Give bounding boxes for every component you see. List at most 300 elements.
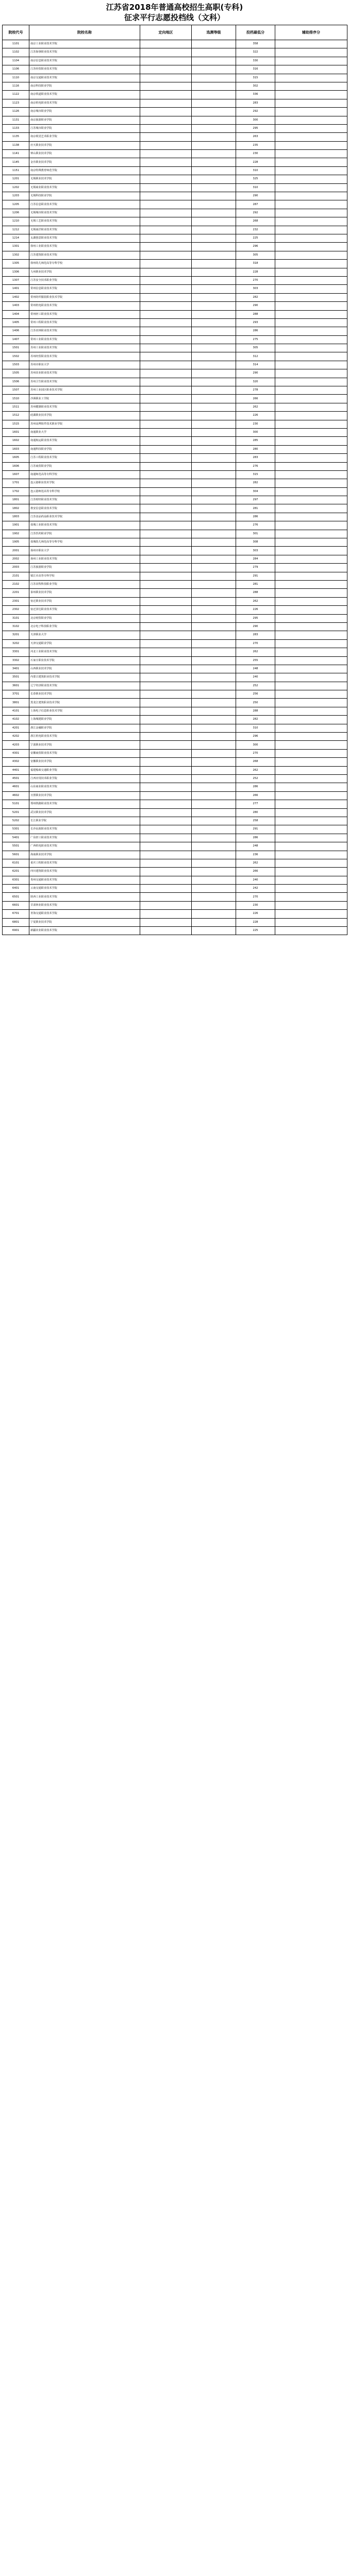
cell-score: 283 [236, 454, 275, 462]
cell-region [140, 825, 192, 834]
cell-region [140, 504, 192, 513]
cell-level [192, 496, 236, 504]
cell-name: 内蒙古建筑职业技术学院 [29, 673, 140, 682]
cell-rank [275, 234, 347, 242]
cell-score: 256 [236, 690, 275, 699]
cell-code: 6401 [3, 885, 29, 893]
table-row [3, 842, 347, 851]
cell-code: 4302 [3, 758, 29, 766]
cell-name: 江苏工程职业技术学院 [29, 454, 140, 462]
cell-name: 无锡工艺职业技术学院 [29, 217, 140, 226]
cell-score: 283 [236, 99, 275, 107]
cell-score: 236 [236, 851, 275, 859]
cell-name: 北京电子科技职业学院 [29, 622, 140, 631]
table-row [3, 166, 347, 175]
cell-score: 258 [236, 817, 275, 825]
cell-level [192, 200, 236, 209]
table-row [3, 285, 347, 293]
cell-rank [275, 639, 347, 648]
cell-level [192, 800, 236, 808]
table-body [3, 40, 347, 935]
cell-name: 盐城工业职业技术学院 [29, 521, 140, 530]
cell-rank [275, 564, 347, 572]
cell-code: 1406 [3, 327, 29, 335]
cell-name: 淮安信息职业技术学院 [29, 504, 140, 513]
table-row [3, 361, 347, 369]
cell-code: 2201 [3, 589, 29, 597]
cell-name: 南京工业职业技术学院 [29, 40, 140, 48]
cell-rank [275, 707, 347, 715]
cell-code: 1901 [3, 521, 29, 530]
cell-code: 1116 [3, 82, 29, 90]
cell-level [192, 581, 236, 589]
cell-name: 苏州工业职业技术学院 [29, 344, 140, 352]
cell-score: 286 [236, 327, 275, 335]
cell-level [192, 868, 236, 876]
cell-rank [275, 724, 347, 732]
cell-region [140, 192, 192, 200]
cell-score: 230 [236, 420, 275, 428]
cell-level [192, 74, 236, 82]
cell-score: 281 [236, 504, 275, 513]
cell-level [192, 572, 236, 580]
cell-score: 266 [236, 791, 275, 800]
cell-score: 315 [236, 74, 275, 82]
cell-level [192, 234, 236, 242]
cell-rank [275, 40, 347, 48]
table-row [3, 622, 347, 631]
cell-region [140, 893, 192, 901]
cell-rank [275, 538, 347, 547]
cell-name: 海南职业技术学院 [29, 851, 140, 859]
cell-rank [275, 445, 347, 453]
cell-rank [275, 412, 347, 420]
cell-region [140, 530, 192, 538]
cell-name: 日照职业技术学院 [29, 791, 140, 800]
cell-score: 242 [236, 885, 275, 893]
table-row [3, 74, 347, 82]
cell-rank [275, 885, 347, 893]
cell-name: 江苏城市职业学院 [29, 124, 140, 132]
table-row [3, 260, 347, 268]
cell-code: 3301 [3, 648, 29, 656]
cell-code: 1607 [3, 470, 29, 479]
cell-score: 278 [236, 386, 275, 395]
cell-code: 1603 [3, 445, 29, 453]
cell-name: 苏州健雄职业技术学院 [29, 403, 140, 411]
cell-score: 281 [236, 581, 275, 589]
cell-rank [275, 597, 347, 605]
cell-name: 南通师范高等专科学校 [29, 470, 140, 479]
table-row [3, 766, 347, 774]
cell-rank [275, 302, 347, 310]
cell-name: 常州工业职业技术学院 [29, 335, 140, 344]
table-row [3, 639, 347, 648]
cell-region [140, 817, 192, 825]
cell-level [192, 454, 236, 462]
cell-name: 浙江机电职业技术学院 [29, 733, 140, 741]
cell-rank [275, 133, 347, 141]
cell-score: 314 [236, 361, 275, 369]
cell-region [140, 361, 192, 369]
cell-name: 沙洲职业工学院 [29, 395, 140, 403]
cell-rank [275, 589, 347, 597]
cell-score: 322 [236, 48, 275, 57]
cell-level [192, 175, 236, 183]
cell-rank [275, 226, 347, 234]
table-row [3, 479, 347, 487]
cell-code: 2302 [3, 606, 29, 614]
cell-name: 南通职业大学 [29, 428, 140, 436]
cell-region [140, 682, 192, 690]
table-row [3, 344, 347, 352]
cell-score: 270 [236, 276, 275, 284]
cell-name: 陕西工业职业技术学院 [29, 893, 140, 901]
cell-score: 300 [236, 428, 275, 436]
cell-rank [275, 293, 347, 301]
cell-level [192, 707, 236, 715]
cell-name: 苏州卫生职业技术学院 [29, 378, 140, 386]
table-row [3, 851, 347, 859]
cell-name: 江苏旅游职业学院 [29, 564, 140, 572]
cell-level [192, 538, 236, 547]
document-title: 江苏省2018年普通高校招生高职(专科) [106, 3, 243, 12]
cell-level [192, 378, 236, 386]
cell-region [140, 74, 192, 82]
cell-level [192, 437, 236, 445]
cell-level [192, 808, 236, 817]
cell-region [140, 690, 192, 699]
cell-score: 316 [236, 65, 275, 74]
cell-region [140, 260, 192, 268]
table-row [3, 352, 347, 361]
cell-rank [275, 243, 347, 251]
cell-name: 南京特殊教育师范学院 [29, 166, 140, 175]
table-row [3, 268, 347, 276]
cell-level [192, 564, 236, 572]
table-header-row [3, 25, 347, 40]
cell-rank [275, 395, 347, 403]
cell-level [192, 741, 236, 749]
cell-rank [275, 454, 347, 462]
cell-region [140, 665, 192, 673]
cell-region [140, 369, 192, 378]
cell-name: 南京视觉艺术职业学院 [29, 133, 140, 141]
cell-code: 4301 [3, 749, 29, 757]
cell-score: 282 [236, 293, 275, 301]
cell-region [140, 268, 192, 276]
cell-code: 1511 [3, 403, 29, 411]
cell-score: 228 [236, 918, 275, 926]
cell-rank [275, 437, 347, 445]
cell-code: 5501 [3, 842, 29, 851]
cell-name: 常州机电职业技术学院 [29, 302, 140, 310]
cell-score: 262 [236, 859, 275, 867]
cell-region [140, 851, 192, 859]
cell-level [192, 656, 236, 665]
cell-code: 1702 [3, 487, 29, 496]
cell-score: 320 [236, 378, 275, 386]
cell-region [140, 606, 192, 614]
cell-level [192, 470, 236, 479]
cell-rank [275, 65, 347, 74]
table-row [3, 530, 347, 538]
cell-region [140, 116, 192, 124]
table-row [3, 547, 347, 555]
cell-region [140, 48, 192, 57]
table-row [3, 462, 347, 470]
table-row [3, 454, 347, 462]
cell-region [140, 454, 192, 462]
table-row [3, 386, 347, 395]
cell-name: 常州轻工职业技术学院 [29, 310, 140, 318]
cell-code: 1205 [3, 200, 29, 209]
cell-score: 303 [236, 285, 275, 293]
cell-rank [275, 428, 347, 436]
table-row [3, 133, 347, 141]
cell-score: 226 [236, 412, 275, 420]
cell-score: 290 [236, 302, 275, 310]
cell-code: 1141 [3, 150, 29, 158]
cell-name: 辽宁经济职业技术学院 [29, 682, 140, 690]
cell-region [140, 639, 192, 648]
table-row [3, 800, 347, 808]
cell-rank [275, 868, 347, 876]
cell-score: 268 [236, 217, 275, 226]
cell-level [192, 99, 236, 107]
cell-name: 江苏海事职业技术学院 [29, 48, 140, 57]
table-row [3, 124, 347, 132]
cell-rank [275, 285, 347, 293]
table-row [3, 395, 347, 403]
cell-region [140, 741, 192, 749]
cell-region [140, 656, 192, 665]
cell-code: 1104 [3, 57, 29, 65]
cell-score: 295 [236, 124, 275, 132]
table-row [3, 910, 347, 918]
cell-region [140, 327, 192, 335]
cell-code: 3801 [3, 699, 29, 707]
cell-level [192, 386, 236, 395]
table-row [3, 57, 347, 65]
cell-name: 南通航运职业技术学院 [29, 437, 140, 445]
cell-region [140, 876, 192, 884]
cell-region [140, 99, 192, 107]
cell-region [140, 910, 192, 918]
cell-rank [275, 99, 347, 107]
table-row [3, 226, 347, 234]
cell-rank [275, 116, 347, 124]
cell-region [140, 108, 192, 116]
cell-level [192, 260, 236, 268]
cell-level [192, 116, 236, 124]
cell-name: 九州职业技术学院 [29, 268, 140, 276]
cell-rank [275, 716, 347, 724]
cell-rank [275, 175, 347, 183]
cell-code: 6201 [3, 868, 29, 876]
cell-level [192, 217, 236, 226]
cell-region [140, 572, 192, 580]
cell-code: 3501 [3, 673, 29, 682]
table-row [3, 378, 347, 386]
cell-region [140, 276, 192, 284]
cell-level [192, 766, 236, 774]
table-row [3, 513, 347, 521]
cell-name: 武汉职业技术学院 [29, 808, 140, 817]
cell-rank [275, 82, 347, 90]
cell-region [140, 733, 192, 741]
table-row [3, 825, 347, 834]
table-row [3, 108, 347, 116]
cell-code: 1214 [3, 234, 29, 242]
cell-region [140, 150, 192, 158]
cell-score: 240 [236, 876, 275, 884]
cell-name: 青海交通职业技术学院 [29, 910, 140, 918]
admission-score-table [2, 25, 347, 935]
cell-rank [275, 791, 347, 800]
cell-code: 2101 [3, 572, 29, 580]
cell-level [192, 783, 236, 791]
cell-region [140, 65, 192, 74]
cell-name: 金肯职业技术学院 [29, 158, 140, 166]
cell-score: 262 [236, 766, 275, 774]
cell-name: 盐城幼儿师范高等专科学校 [29, 538, 140, 547]
cell-score: 268 [236, 758, 275, 766]
cell-region [140, 842, 192, 851]
cell-level [192, 226, 236, 234]
cell-rank [275, 74, 347, 82]
cell-name: 南京旅游职业学院 [29, 116, 140, 124]
cell-level [192, 276, 236, 284]
table-row [3, 82, 347, 90]
cell-name: 硅湖职业技术学院 [29, 412, 140, 420]
cell-level [192, 420, 236, 428]
table-row [3, 631, 347, 639]
cell-code: 1106 [3, 65, 29, 74]
cell-region [140, 513, 192, 521]
cell-name: 徐州工业职业技术学院 [29, 243, 140, 251]
cell-code: 2301 [3, 597, 29, 605]
cell-code: 1515 [3, 420, 29, 428]
cell-score: 292 [236, 108, 275, 116]
cell-rank [275, 487, 347, 496]
cell-score: 288 [236, 310, 275, 318]
cell-level [192, 851, 236, 859]
cell-rank [275, 479, 347, 487]
cell-name: 长春职业技术学院 [29, 690, 140, 699]
cell-code: 1202 [3, 183, 29, 192]
cell-code: 4102 [3, 716, 29, 724]
cell-level [192, 65, 236, 74]
cell-level [192, 243, 236, 251]
cell-level [192, 639, 236, 648]
table-row [3, 150, 347, 158]
cell-level [192, 513, 236, 521]
cell-code: 4501 [3, 774, 29, 783]
cell-region [140, 918, 192, 926]
cell-name: 广西机电职业技术学院 [29, 842, 140, 851]
cell-name: 江苏食品药品职业技术学院 [29, 513, 140, 521]
cell-name: 无锡科技职业学院 [29, 192, 140, 200]
cell-level [192, 344, 236, 352]
cell-region [140, 251, 192, 259]
cell-code: 5101 [3, 800, 29, 808]
cell-level [192, 327, 236, 335]
table-row [3, 521, 347, 530]
cell-rank [275, 631, 347, 639]
cell-rank [275, 774, 347, 783]
cell-score: 293 [236, 318, 275, 327]
cell-name: 应天职业技术学院 [29, 141, 140, 149]
cell-name: 江苏建筑职业技术学院 [29, 251, 140, 259]
cell-score: 310 [236, 724, 275, 732]
cell-region [140, 758, 192, 766]
cell-name: 天津职业大学 [29, 631, 140, 639]
table-row [3, 606, 347, 614]
cell-level [192, 927, 236, 935]
table-row [3, 834, 347, 842]
cell-code: 1501 [3, 344, 29, 352]
cell-rank [275, 606, 347, 614]
cell-region [140, 141, 192, 149]
cell-level [192, 192, 236, 200]
cell-code: 1506 [3, 378, 29, 386]
table-row [3, 470, 347, 479]
cell-rank [275, 344, 347, 352]
cell-rank [275, 57, 347, 65]
cell-score: 290 [236, 622, 275, 631]
cell-rank [275, 268, 347, 276]
cell-code: 1302 [3, 251, 29, 259]
cell-code: 5202 [3, 817, 29, 825]
cell-level [192, 893, 236, 901]
cell-score: 270 [236, 639, 275, 648]
table-row [3, 403, 347, 411]
cell-level [192, 885, 236, 893]
cell-level [192, 293, 236, 301]
cell-region [140, 344, 192, 352]
cell-score: 276 [236, 521, 275, 530]
cell-rank [275, 352, 347, 361]
cell-name: 河北工业职业技术学院 [29, 648, 140, 656]
cell-code: 2001 [3, 547, 29, 555]
table-row [3, 183, 347, 192]
cell-code: 3101 [3, 614, 29, 622]
cell-score: 226 [236, 606, 275, 614]
cell-score: 280 [236, 808, 275, 817]
table-row [3, 175, 347, 183]
table-row [3, 758, 347, 766]
cell-code: 4203 [3, 741, 29, 749]
cell-code: 1905 [3, 538, 29, 547]
table-row [3, 40, 347, 48]
cell-score: 230 [236, 150, 275, 158]
cell-rank [275, 158, 347, 166]
cell-score: 315 [236, 470, 275, 479]
cell-level [192, 597, 236, 605]
cell-region [140, 800, 192, 808]
cell-score: 290 [236, 192, 275, 200]
cell-code: 4601 [3, 783, 29, 791]
cell-score: 305 [236, 344, 275, 352]
table-row [3, 437, 347, 445]
cell-score: 270 [236, 893, 275, 901]
cell-region [140, 614, 192, 622]
cell-region [140, 403, 192, 411]
cell-name: 安徽职业技术学院 [29, 758, 140, 766]
cell-score: 330 [236, 57, 275, 65]
cell-score: 235 [236, 141, 275, 149]
